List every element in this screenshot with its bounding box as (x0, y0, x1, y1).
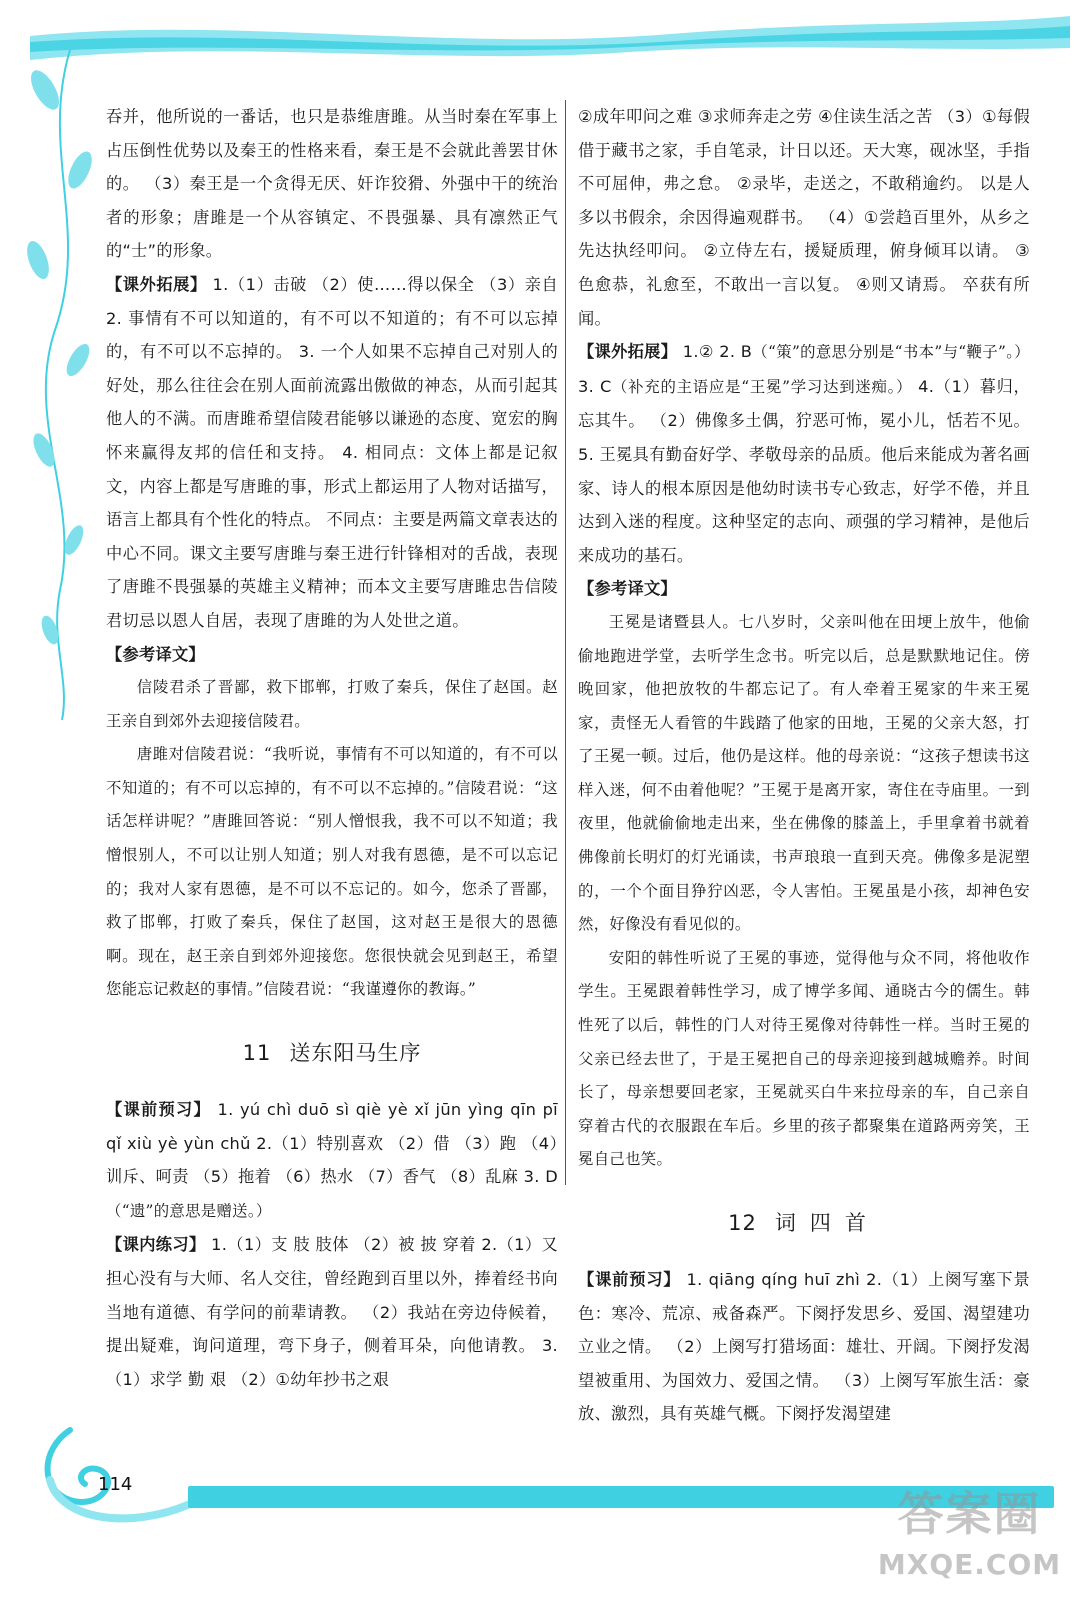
section-tag: 【课外拓展】 (106, 274, 207, 294)
answer-note: （“策”的意思分别是“书本”与“鞭子”。） (752, 343, 1030, 362)
answer-text: 3. C (578, 376, 612, 396)
vine-decoration (0, 30, 110, 730)
answer-text: 4.（1）暮归，忘其牛。 （2）佛像多土偶，狞恶可怖，冕小儿，恬若不见。 5. 王冕具有勤奋好学、孝敬母亲的品质。他后来能成为著名画家、诗人的根本原因是他幼时读书专心致志，好学不倦，并且达到入迷的程度。这种坚定的志向、顽强的学习精神，是他后来成功的基石。 (578, 376, 1031, 565)
lesson-name: 送东阳马生序 (289, 1041, 422, 1066)
page-number: 114 (98, 1474, 133, 1495)
answer-note: （“遗”的意思是赠送。） (106, 1201, 272, 1220)
watermark-mark: 答案圈 (897, 1487, 1042, 1541)
answer-text: 1.（1）击破 （2）使……得以保全 （3）亲自 2. 事情有不可以知道的，有不可以不知道的；有不可以忘掉的，有不可以不忘掉的。 3. 一个人如果不忘掉自己对别人的好处，那么往往会在别人面前流露出傲做的神态，从而引起其他人的不满。而唐雎希望信陵君能够以谦逊的态度、宽宏的胸怀来赢得友邦的信任和支持。 4. 相同点：文体上都是记叙文，内容上都是写唐雎的事，形式上都运用了人物对话描写，语言上都具有个性化的特点。 不同点：主要是两篇文章表达的中心不同。课文主要写唐雎与秦王进行针锋相对的舌战，表现了唐雎不畏强暴的英雄主义精神；而本文主要写唐雎忠告信陵君切忌以恩人自居，表现了唐雎的为人处世之道。 (106, 274, 558, 630)
section-tag: 【参考译文】 (106, 644, 205, 664)
lesson-name: 词四首 (774, 1211, 880, 1235)
answer-text: 1.（1）支 肢 肢体 （2）被 披 穿着 2.（1）又担心没有与大师、名人交往，曾经跑到百里以外，捧着经书向当地有道德、有学问的前辈请教。 （2）我站在旁边侍候着，提出疑难，询问道理，弯下身子，侧着耳朵，向他请教。 3.（1）求学 勤 艰 （2）①幼年抄书之艰 (106, 1235, 558, 1389)
translation-paragraph: 安阳的韩性听说了王冕的事迹，觉得他与众不同，将他收作学生。王冕跟着韩性学习，成了博学多闻、通晓古今的儒生。韩性死了以后，韩性的门人对待王冕像对待韩性一样。当时王冕的父亲已经去世了，于是王冕把自己的母亲迎接到越城赡养。时间长了，母亲想要回老家，王冕就买白牛来拉母亲的车，自己亲自穿着古代的衣服跟在车后。乡里的孩子都聚集在道路两旁笑，王冕自己也笑。 (578, 948, 1030, 1169)
translation-heading (578, 572, 1030, 606)
right-column (578, 100, 1030, 1431)
answer-paragraph: 吞并，他所说的一番话，也只是恭维唐雎。从当时秦在军事上占压倒性优势以及秦王的性格来看，秦王是不会就此善罢甘休的。 （3）秦王是一个贪得无厌、奸诈狡猾、外强中干的统治者的形象；唐雎是一个从容镇定、不畏强暴、具有凛然正气的“士”的形象。 (106, 107, 558, 261)
lesson-title (106, 1035, 558, 1071)
extension-section (106, 268, 558, 638)
exercise-section (106, 1228, 558, 1396)
section-tag: 【课外拓展】 (578, 342, 678, 362)
preview-section (106, 1093, 558, 1228)
answer-text: 1. qiāng qíng huī zhì 2.（1）上阕写塞下景色：寒冷、荒凉、戒备森严。下阕抒发思乡、爱国、渴望建功立业之情。 （2）上阕写打猎场面：雄壮、开阔。下阕抒发渴望被重用、为国效力、爱国之情。 （3）上阕写军旅生活：豪放、激烈，具有英雄气概。下阕抒发渴望建 (578, 1270, 1030, 1424)
section-tag: 【课前预习】 (578, 1270, 681, 1289)
answer-text: 1. yú chì duō sì qiè yè xǐ jūn yìng qīn pī qǐ xiù yè yùn chǔ 2.（1）特别喜欢 （2）借 （3）跑 （4）训斥、呵责 （5）拖着 （6）热水 （7）香气 （8）乱麻 3. D (106, 1100, 558, 1187)
section-tag: 【课内练习】 (106, 1235, 206, 1255)
translation-heading (106, 638, 558, 672)
section-tag: 【课前预习】 (106, 1100, 212, 1120)
preview-section (578, 1263, 1030, 1431)
extension-section (578, 335, 1030, 572)
left-column (106, 100, 558, 1396)
translation-paragraph: 信陵君杀了晋鄙，救下邯郸，打败了秦兵，保住了赵国。赵王亲自到郊外去迎接信陵君。 (106, 678, 558, 730)
answer-note: （补充的主语应是“王冕”学习达到迷痴。） (611, 377, 913, 396)
watermark-url: MXQE.COM (877, 1548, 1062, 1581)
header-ribbon (30, 8, 1070, 72)
watermark-logo (872, 1478, 1067, 1596)
translation-paragraph: 唐雎对信陵君说：“我听说，事情有不可以知道的，有不可以不知道的；有不可以忘掉的，有不可以不忘掉的。”信陵君说：“这话怎样讲呢？”唐雎回答说：“别人憎恨我，我不可以不知道；我憎恨别人，不可以让别人知道；别人对我有恩德，是不可以忘记的；我对人家有恩德，是不可以不忘记的。如今，您杀了晋鄙，救了邯郸，打败了秦兵，保住了赵国，这对赵王是很大的恩德啊。现在，赵王亲自到郊外迎接您。您很快就会见到赵王，希望您能忘记救赵的事情。”信陵君说：“我谨遵你的教诲。” (106, 745, 558, 999)
lesson-title (578, 1205, 1030, 1241)
lesson-number: 12 (728, 1211, 757, 1235)
translation-paragraph: 王冕是诸暨县人。七八岁时，父亲叫他在田埂上放牛，他偷偷地跑进学堂，去听学生念书。听完以后，总是默默地记住。傍晚回家，他把放牧的牛都忘记了。有人牵着王冕家的牛来王冕家，责怪无人看管的牛践踏了他家的田地，王冕的父亲大怒，打了王冕一顿。过后，他仍是这样。他的母亲说：“这孩子想读书这样入迷，何不由着他呢？”王冕于是离开家，寄住在寺庙里。一到夜里，他就偷偷地走出来，坐在佛像的膝盖上，手里拿着书就着佛像前长明灯的灯光诵读，书声琅琅一直到天亮。佛像多是泥塑的，一个个面目狰狞凶恶，令人害怕。王冕虽是小孩，却神色安然，好像没有看见似的。 (578, 612, 1030, 934)
answer-paragraph: ②成年叩问之难 ③求师奔走之劳 ④住读生活之苦 （3）①每假借于藏书之家，手自笔录，计日以还。天大寒，砚冰坚，手指不可屈伸，弗之怠。 ②录毕，走送之，不敢稍逾约。 以是人多以书假余，余因得遍观群书。 （4）①尝趋百里外，从乡之先达执经叩问。 ②立侍左右，援疑质理，俯身倾耳以请。 ③色愈恭，礼愈至，不敢出一言以复。 ④则又请焉。 卒获有所闻。 (578, 107, 1030, 328)
answer-text: 1.② 2. B (677, 342, 753, 362)
lesson-number: 11 (242, 1041, 272, 1066)
section-tag: 【参考译文】 (578, 579, 677, 599)
column-divider (565, 100, 566, 1185)
